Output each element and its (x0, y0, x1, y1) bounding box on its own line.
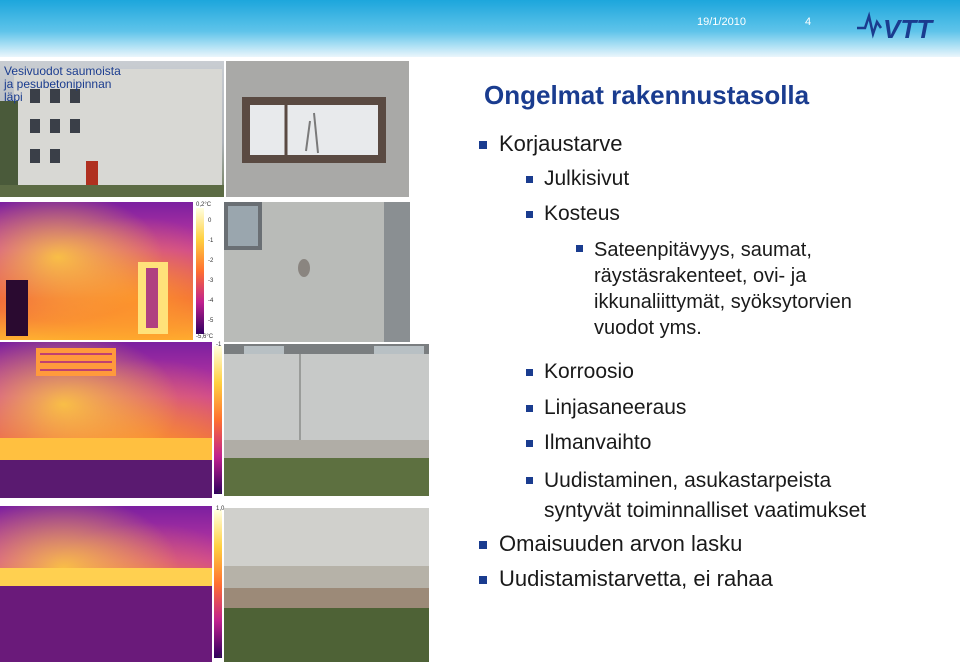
bullet-omaisuuden-arvon-lasku: Omaisuuden arvon lasku (499, 531, 742, 557)
slide-date: 19/1/2010 (697, 16, 746, 28)
bullet-uudistamistarvetta: Uudistamistarvetta, ei rahaa (499, 566, 773, 592)
thermal-scale-label: -3 (208, 278, 214, 284)
thermal-scale-label: 1,0 (216, 506, 225, 512)
photo-plinth-gravel (224, 508, 429, 662)
header-bar (0, 0, 960, 57)
bullet-kosteus: Kosteus (544, 202, 620, 226)
thermal-scale-label: -4 (208, 298, 214, 304)
bullet-uudistaminen: Uudistaminen, asukastarpeista syntyvät toiminnalliset vaatimukset (544, 466, 866, 526)
thermal-scale-a (196, 208, 204, 334)
thermal-scale-c (214, 510, 222, 658)
photo-wall-detail (224, 202, 410, 342)
thermal-scale-label: -2 (208, 258, 214, 264)
photo-caption: Vesivuodot saumoista ja pesubetonipinnan läpi (4, 64, 121, 104)
bullet-korroosio: Korroosio (544, 360, 634, 384)
thermal-image-vent (0, 342, 212, 498)
photo-window-facade (226, 61, 409, 197)
thermal-scale-label: 0 (208, 218, 212, 224)
thermal-scale-label: -4 (216, 490, 222, 496)
bullet-korjaustarve: Korjaustarve (499, 131, 623, 157)
bullet-julkisivut: Julkisivut (544, 167, 629, 191)
svg-text:VTT: VTT (883, 14, 933, 42)
thermal-scale-label: -4 (216, 654, 222, 660)
thermal-scale-label: 0,2°C (196, 202, 212, 208)
thermal-scale-b (214, 346, 222, 494)
photo-plinth-grass (224, 344, 429, 496)
vtt-logo-icon (855, 8, 945, 42)
thermal-image-window (0, 202, 193, 340)
bullet-linjasaneeraus: Linjasaneeraus (544, 396, 686, 420)
slide-title: Ongelmat rakennustasolla (484, 80, 810, 110)
thermal-scale-label: -1 (208, 238, 214, 244)
bullet-sateenpitavyys: Sateenpitävyys, saumat, räystäsrakenteet, ovi- ja ikkunaliittymät, syöksytorvien vuodot yms. (594, 237, 852, 341)
slide-page-number: 4 (805, 16, 812, 28)
bullet-ilmanvaihto: Ilmanvaihto (544, 431, 651, 455)
thermal-scale-label: -5,6°C (196, 334, 214, 340)
thermal-scale-label: -5 (208, 318, 214, 324)
thermal-image-ground (0, 506, 212, 662)
thermal-scale-label: -1 (216, 342, 222, 348)
photo-building-facade (0, 61, 224, 197)
